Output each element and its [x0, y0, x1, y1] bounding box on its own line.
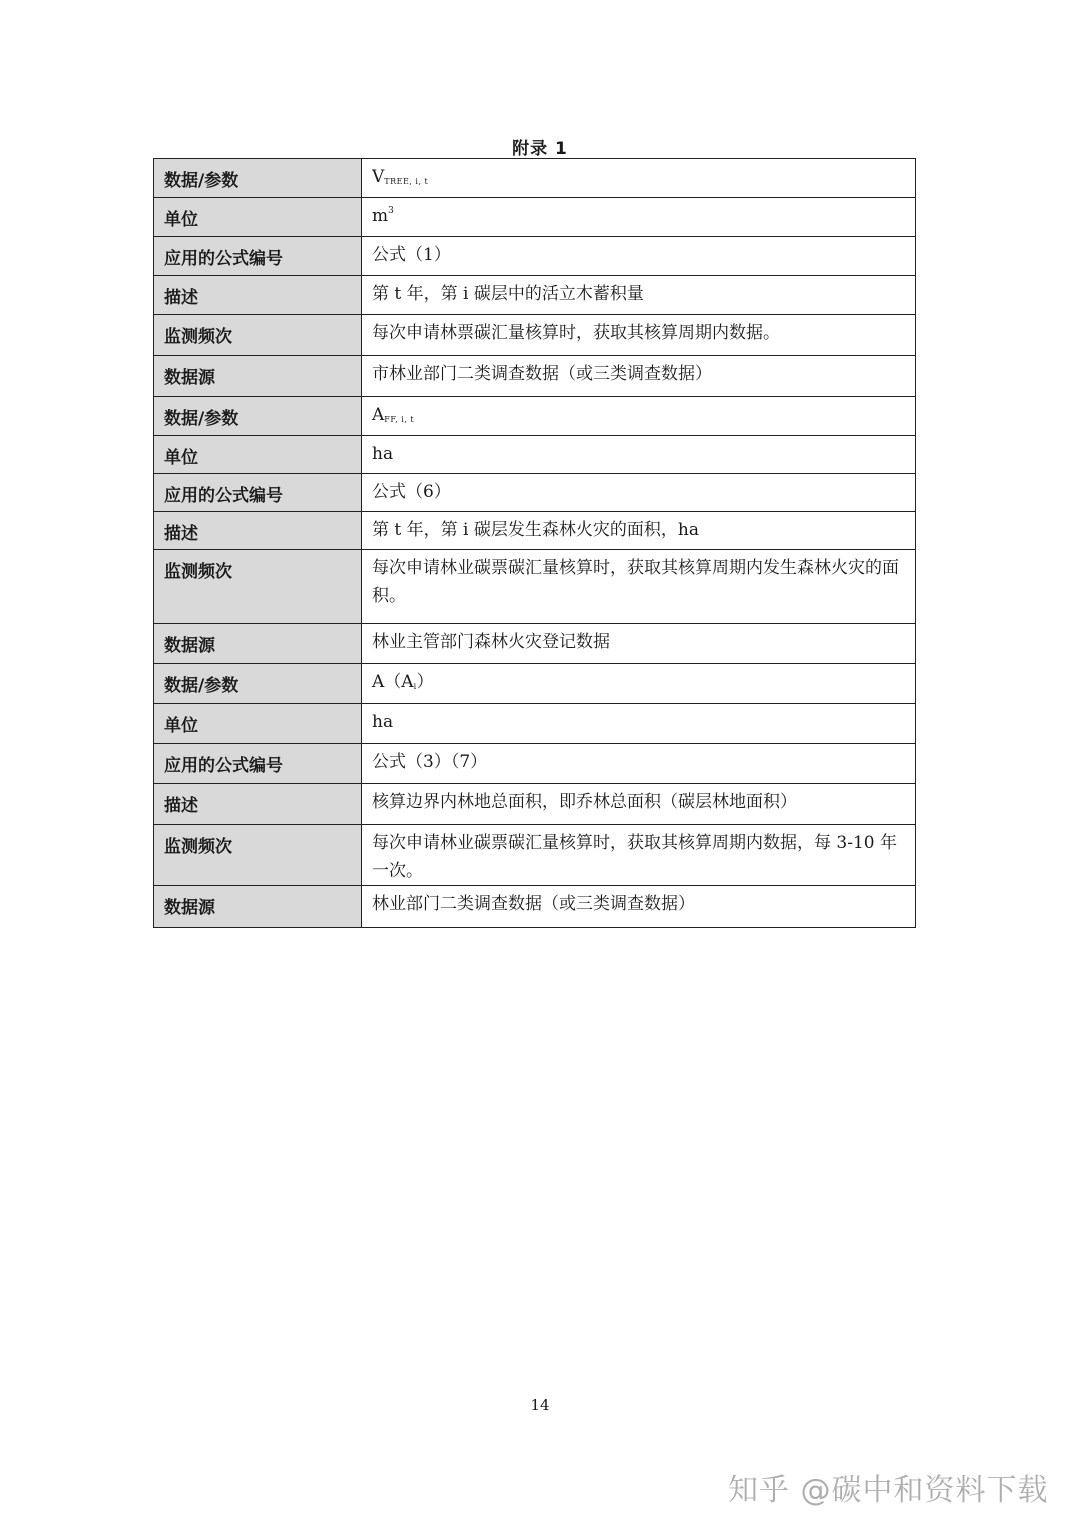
row-label: 单位 [154, 704, 362, 744]
row-value: 公式（1） [362, 237, 916, 276]
appendix-title: 附录 1 [512, 139, 568, 159]
row-value: VTREE, i, t [362, 159, 916, 198]
table-row [154, 784, 916, 825]
row-value: AFF, i, t [362, 397, 916, 436]
row-label: 数据/参数 [154, 159, 362, 198]
row-label: 描述 [154, 784, 362, 825]
table-row [154, 356, 916, 397]
row-label: 应用的公式编号 [154, 237, 362, 276]
table-row [154, 744, 916, 784]
page-number: 14 [530, 1396, 550, 1414]
row-label: 数据源 [154, 624, 362, 664]
table-row [154, 436, 916, 474]
parameter-table [153, 158, 916, 928]
table-row [154, 276, 916, 315]
row-label: 监测频次 [154, 315, 362, 356]
table-row [154, 397, 916, 436]
table-row [154, 474, 916, 512]
row-value: ha [362, 436, 916, 474]
row-value: 公式（3）（7） [362, 744, 916, 784]
row-label: 应用的公式编号 [154, 474, 362, 512]
row-value: 林业主管部门森林火灾登记数据 [362, 624, 916, 664]
row-value: 林业部门二类调查数据（或三类调查数据） [362, 886, 916, 928]
row-label: 应用的公式编号 [154, 744, 362, 784]
row-label: 单位 [154, 436, 362, 474]
row-label: 监测频次 [154, 550, 362, 624]
row-value: 核算边界内林地总面积，即乔林总面积（碳层林地面积） [362, 784, 916, 825]
table-row [154, 886, 916, 928]
row-label: 数据/参数 [154, 397, 362, 436]
table-row [154, 825, 916, 886]
row-value: A（Ai） [362, 664, 916, 704]
row-value: 第 t 年，第 i 碳层中的活立木蓄积量 [362, 276, 916, 315]
row-label: 单位 [154, 198, 362, 237]
row-value: 每次申请林票碳汇量核算时，获取其核算周期内数据。 [362, 315, 916, 356]
table-row [154, 198, 916, 237]
row-value: ha [362, 704, 916, 744]
row-value: 每次申请林业碳票碳汇量核算时，获取其核算周期内发生森林火灾的面积。 [362, 550, 916, 624]
row-value: $m^3$ [362, 198, 916, 237]
row-label: 描述 [154, 276, 362, 315]
table-row [154, 159, 916, 198]
row-value: 第 t 年，第 i 碳层发生森林火灾的面积，ha [362, 512, 916, 550]
table-row [154, 237, 916, 276]
row-value: 市林业部门二类调查数据（或三类调查数据） [362, 356, 916, 397]
row-label: 描述 [154, 512, 362, 550]
row-label: 数据源 [154, 886, 362, 928]
table-row [154, 512, 916, 550]
row-label: 数据源 [154, 356, 362, 397]
table-row [154, 550, 916, 624]
row-label: 监测频次 [154, 825, 362, 886]
row-label: 数据/参数 [154, 664, 362, 704]
table-row [154, 315, 916, 356]
table-row [154, 624, 916, 664]
table-row [154, 704, 916, 744]
row-value: 公式（6） [362, 474, 916, 512]
row-value: 每次申请林业碳票碳汇量核算时，获取其核算周期内数据，每 3-10 年一次。 [362, 825, 916, 886]
table-row [154, 664, 916, 704]
watermark: 知乎 @碳中和资料下载 [728, 1473, 1049, 1508]
